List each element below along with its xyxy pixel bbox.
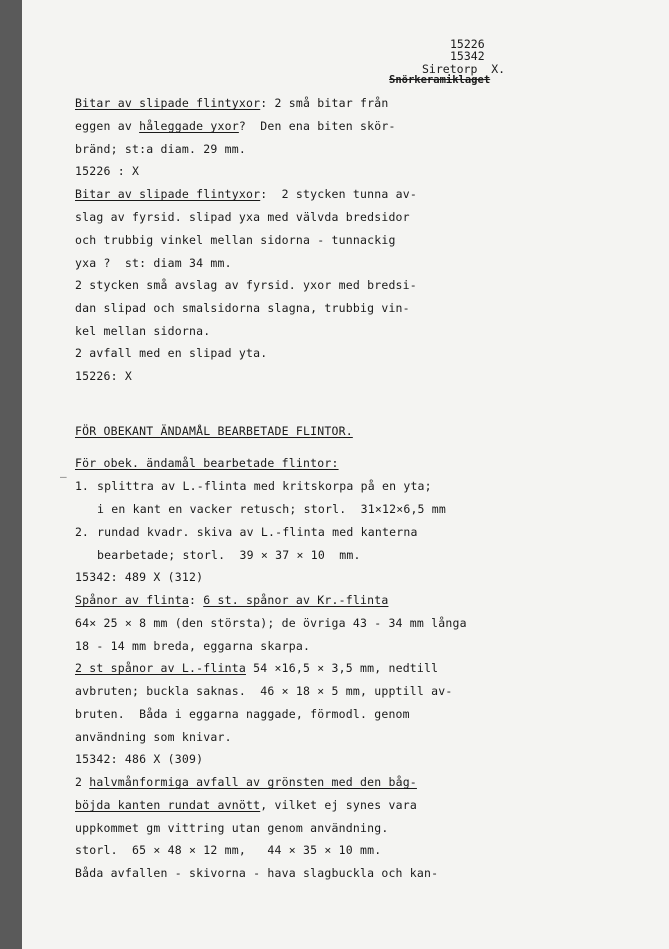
main-heading: FÖR OBEKANT ÄNDAMÅL BEARBETADE FLINTOR. [75,424,353,438]
section2-line7: kel mellan sidorna. [75,324,211,338]
section1-line2a: eggen av [75,119,140,133]
section2-line5: 2 stycken små avslag av fyrsid. yxor med bredsi- [75,278,417,292]
catalog-number-2: 15342 [450,49,485,63]
item1-line1: splittra av L.-flinta med kritskorpa på en yta; [97,479,432,493]
section3-line2: 64× 25 × 8 mm (den största); de övriga 43 - 34 mm långa [75,616,467,630]
section3-subtitle: 6 st. spånor av Kr.-flinta [203,593,389,607]
section2-line3: och trubbig vinkel mellan sidorna - tunnackig [75,233,396,247]
section2-line1 [75,187,417,201]
section2-line6: dan slipad och smalsidorna slagna, trubbig vin- [75,301,410,315]
item1-line2: i en kant en vacker retusch; storl. 31×12×6,5 mm [97,502,447,516]
section5-count: 2 [75,775,90,789]
section4-line2: avbruten; buckla saknas. 46 × 18 × 5 mm, upptill av- [75,684,453,698]
section3-line1 [75,593,388,607]
section1-line1 [75,96,388,110]
catalog-number-1: 15226 [450,37,485,51]
section5-title-2: böjda kanten rundat avnött [75,798,261,812]
catalog-id-4: 15342: 486 X (309) [75,752,204,766]
struck-out-label: Snörkeramiklaget [389,74,491,86]
document-page [22,0,669,949]
margin-dash: – [60,470,67,483]
section1-title: Bitar av slipade flintyxor [75,96,261,110]
section2-line4: yxa ? st: diam 34 mm. [75,256,232,270]
section2-id: 15226: X [75,369,132,383]
section4-line4: användning som knivar. [75,730,232,744]
section4-line3: bruten. Båda i eggarna naggade, förmodl. genom [75,707,410,721]
section3-line3: 18 - 14 mm breda, eggarna skarpa. [75,639,311,653]
item2-number: 2. [75,525,89,539]
item2-line2: bearbetade; storl. 39 × 37 × 10 mm. [97,548,361,562]
section5-line1 [75,775,417,789]
section5-line2 [75,798,417,812]
section4-line1-text: 54 ×16,5 × 3,5 mm, nedtill [245,661,439,675]
section1-line2 [75,119,396,133]
item2-line1: rundad kvadr. skiva av L.-flinta med kanterna [97,525,418,539]
section2-line2: slag av fyrsid. slipad yxa med välvda bredsidor [75,210,410,224]
site-name: Siretorp X. [422,62,506,76]
section5-line2-text: , vilket ej synes vara [260,798,417,812]
item1-number: 1. [75,479,89,493]
section1-line2-underlined: håleggade yxor [139,119,239,133]
section1-line1-text: : 2 små bitar från [260,96,389,110]
section3-separator: : [188,593,204,607]
section4-line1 [75,661,438,675]
section5-line3: uppkommet gm vittring utan genom användning. [75,821,389,835]
section3-title: Spånor av flinta [75,593,189,607]
section1-line2b: ? Den ena biten skör- [238,119,396,133]
section1-id: 15226 : X [75,164,140,178]
section4-title: 2 st spånor av L.-flinta [75,661,246,675]
section1-line3: bränd; st:a diam. 29 mm. [75,142,246,156]
section5-line4: storl. 65 × 48 × 12 mm, 44 × 35 × 10 mm. [75,843,382,857]
section5-line5: Båda avfallen - skivorna - hava slagbuckla och kan- [75,866,439,880]
section2-line8: 2 avfall med en slipad yta. [75,346,268,360]
section5-title-1: halvmånformiga avfall av grönsten med den båg- [89,775,417,789]
catalog-id-3: 15342: 489 X (312) [75,570,204,584]
section2-title: Bitar av slipade flintyxor [75,187,261,201]
section2-line1-text: : 2 stycken tunna av- [260,187,417,201]
sub-heading: För obek. ändamål bearbetade flintor: [75,456,339,470]
